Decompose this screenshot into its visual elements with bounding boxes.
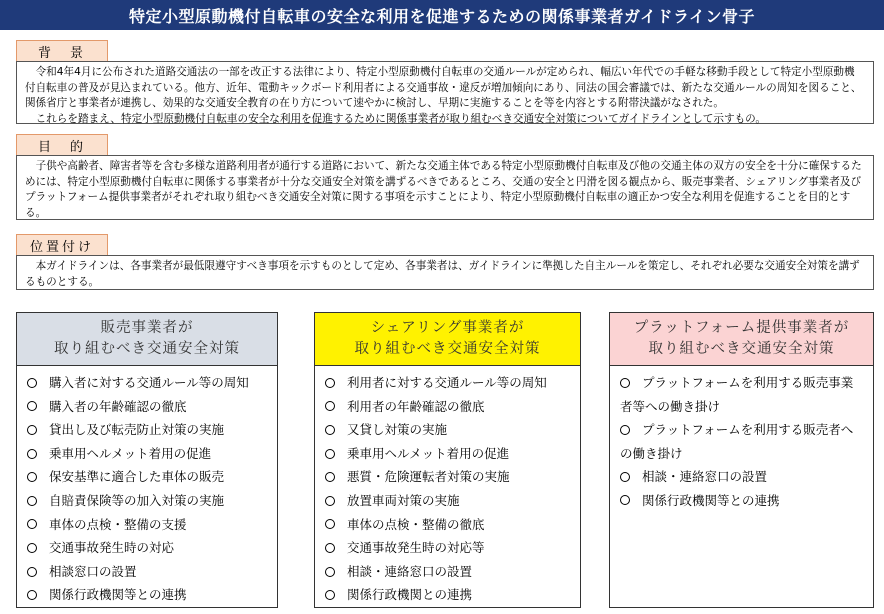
column-sharing-list [315, 366, 580, 607]
column-sales-header [17, 313, 277, 366]
column-platform-list [610, 366, 873, 513]
list-item-text: プラットフォームを利用する販売者への働き掛け [620, 422, 854, 461]
list-item-text: 貸出し及び転売防止対策の実施 [49, 422, 225, 438]
list-item [325, 536, 580, 560]
column-platform [609, 312, 874, 608]
list-item [27, 489, 277, 513]
circle-bullet-icon [27, 519, 37, 529]
list-item-text: 交通事故発生時の対応 [49, 540, 175, 556]
list-item [27, 513, 277, 537]
circle-bullet-icon [325, 567, 335, 577]
column-sharing-header [315, 313, 580, 366]
circle-bullet-icon [325, 401, 335, 411]
circle-bullet-icon [27, 496, 37, 506]
circle-bullet-icon [27, 378, 37, 388]
page-title: 特定小型原動機付自転車の安全な利用を促進するための関係事業者ガイドライン骨子 [0, 0, 884, 30]
circle-bullet-icon [620, 425, 630, 435]
list-item-text: 相談・連絡窓口の設置 [642, 469, 768, 485]
list-item-text: 購入者の年齢確認の徹底 [49, 398, 187, 414]
list-item [325, 583, 580, 607]
list-item [325, 560, 580, 584]
list-item [27, 371, 277, 395]
list-item-text: 利用者の年齢確認の徹底 [347, 398, 485, 414]
circle-bullet-icon [620, 495, 630, 505]
circle-bullet-icon [27, 425, 37, 435]
list-item-text: 車体の点検・整備の支援 [49, 516, 187, 532]
column-heading-line1: 販売事業者が [100, 320, 194, 336]
list-item-text: 関係行政機関等との連携 [642, 492, 780, 508]
section-box-purpose [16, 155, 874, 220]
list-item [620, 371, 873, 418]
list-item-text: 悪質・危険運転者対策の実施 [347, 469, 510, 485]
positioning-paragraph: 本ガイドラインは、各事業者が最低限遵守すべき事項を示すものとして定め、各事業者は、ガイドラインに準拠した自主ルールを策定し、それぞれ必要な交通安全対策を講ずるものとする。 [25, 260, 860, 288]
circle-bullet-icon [27, 590, 37, 600]
list-item [27, 583, 277, 607]
circle-bullet-icon [325, 425, 335, 435]
circle-bullet-icon [325, 543, 335, 553]
list-item-text: 放置車両対策の実施 [347, 492, 460, 508]
list-item [325, 465, 580, 489]
list-item-text: 購入者に対する交通ルール等の周知 [49, 375, 249, 390]
list-item [27, 442, 277, 466]
section-label-purpose: 目 的 [16, 134, 108, 156]
list-item-text: 自賠責保険等の加入対策の実施 [49, 492, 225, 508]
list-item-text: 車体の点検・整備の徹底 [347, 516, 485, 532]
circle-bullet-icon [27, 567, 37, 577]
circle-bullet-icon [620, 472, 630, 482]
list-item-text: 関係行政機関との連携 [347, 587, 473, 603]
list-item [325, 489, 580, 513]
list-item-text: 交通事故発生時の対応等 [347, 540, 485, 556]
list-item [325, 395, 580, 419]
circle-bullet-icon [325, 472, 335, 482]
list-item-text: 利用者に対する交通ルール等の周知 [347, 375, 547, 390]
list-item [27, 395, 277, 419]
column-sales-list [17, 366, 277, 607]
column-heading-line1: プラットフォーム提供事業者が [633, 320, 850, 336]
circle-bullet-icon [325, 449, 335, 459]
section-label-background: 背 景 [16, 40, 108, 62]
column-sharing [314, 312, 581, 608]
section-box-background [16, 61, 874, 124]
list-item [620, 418, 873, 465]
background-paragraph: これらを踏まえ、特定小型原動機付自転車の安全な利用を促進するために関係事業者が取り組むべき交通安全対策についてガイドラインとして示すもの。 [35, 112, 766, 125]
list-item-text: 又貸し対策の実施 [347, 422, 448, 438]
circle-bullet-icon [325, 590, 335, 600]
column-sales [16, 312, 278, 608]
column-heading-line2: 取り組むべき交通安全対策 [54, 341, 240, 357]
circle-bullet-icon [620, 378, 630, 388]
section-label-positioning: 位置付け [16, 234, 108, 256]
circle-bullet-icon [325, 378, 335, 388]
column-platform-header [610, 313, 873, 366]
list-item-text: 関係行政機関等との連携 [49, 587, 187, 603]
circle-bullet-icon [325, 496, 335, 506]
list-item [325, 442, 580, 466]
section-box-positioning [16, 255, 874, 290]
list-item [27, 560, 277, 584]
list-item-text: 相談・連絡窓口の設置 [347, 563, 473, 579]
column-heading-line1: シェアリング事業者が [370, 320, 525, 336]
list-item-text: 乗車用ヘルメット着用の促進 [347, 445, 510, 461]
list-item [27, 418, 277, 442]
background-paragraph: 令和4年4月に公布された道路交通法の一部を改正する法律により、特定小型原動機付自転車の交通ルールが定められ、幅広い年代での手軽な移動手段として特定小型原動機付自転車の普及が見込まれている。他方、近年、電動キックボード利用者による交通事故・違反が増加傾向にあり、同法の国会審議では、新たな交通ルールの周知を図ること、関係省庁と事業者が連携し、効果的な交通安全教育の在り方について速やかに検討し、早期に実施することを等を内容とする附帯決議がなされた。 [25, 66, 862, 110]
list-item [27, 465, 277, 489]
circle-bullet-icon [325, 519, 335, 529]
list-item [325, 418, 580, 442]
list-item-text: プラットフォームを利用する販売事業者等への働き掛け [620, 375, 854, 414]
list-item [620, 465, 873, 489]
list-item [325, 371, 580, 395]
column-heading-line2: 取り組むべき交通安全対策 [648, 341, 835, 357]
column-heading-line2: 取り組むべき交通安全対策 [354, 341, 541, 357]
purpose-paragraph: 子供や高齢者、障害者等を含む多様な道路利用者が通行する道路において、新たな交通主体である特定小型原動機付自転車及び他の交通主体の双方の安全を十分に確保するためには、特定小型原動機付自転車に関係する事業者が十分な交通安全対策を講ずるべきであるところ、交通の安全と円滑を図る観点から、販売事業者、シェアリング事業者及びプラットフォーム提供事業者がそれぞれ取り組むべき交通安全対策に関する事項を示すことにより、特定小型原動機付自転車の適正かつ安全な利用を促進することを目的とする。 [25, 160, 862, 219]
list-item [620, 489, 873, 513]
list-item-text: 乗車用ヘルメット着用の促進 [49, 445, 212, 461]
circle-bullet-icon [27, 401, 37, 411]
circle-bullet-icon [27, 472, 37, 482]
list-item-text: 保安基準に適合した車体の販売 [49, 469, 225, 485]
list-item [325, 513, 580, 537]
list-item [27, 536, 277, 560]
list-item-text: 相談窓口の設置 [49, 563, 137, 579]
circle-bullet-icon [27, 543, 37, 553]
circle-bullet-icon [27, 449, 37, 459]
